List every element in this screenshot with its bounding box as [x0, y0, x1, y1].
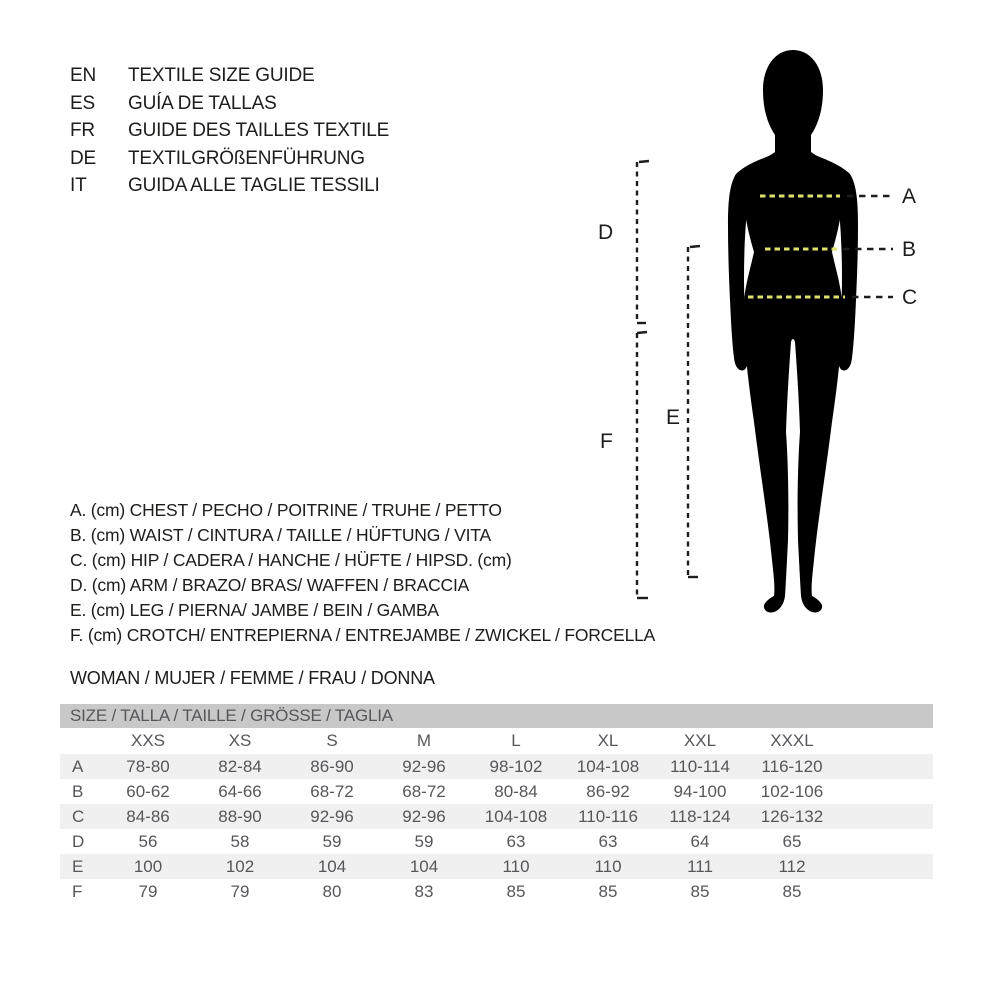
size-value-cell: 85	[690, 882, 710, 901]
language-row	[70, 145, 389, 173]
arm-measure-line	[637, 161, 649, 323]
arm-line-label: D	[598, 221, 614, 244]
size-value-cell: 104	[409, 857, 439, 876]
size-value-cell: 104-108	[484, 807, 548, 826]
size-column-header: XXL	[683, 731, 717, 750]
size-value-cell: 79	[230, 882, 250, 901]
size-value-cell: 85	[598, 882, 618, 901]
size-column-header: M	[416, 731, 432, 750]
language-code: DE	[70, 147, 96, 169]
language-code: IT	[70, 175, 87, 196]
size-value-cell: 98-102	[489, 757, 543, 776]
filler-cell	[838, 854, 933, 879]
measurement-definitions	[70, 498, 655, 648]
row-label: D	[72, 832, 85, 851]
language-row	[70, 172, 389, 200]
table-body	[60, 754, 933, 904]
size-value-cell: 56	[138, 832, 158, 851]
size-value-cell: 80	[322, 882, 342, 901]
size-value-cell: 104-108	[576, 757, 640, 776]
size-value-cell: 59	[322, 832, 342, 851]
table-row	[60, 854, 933, 879]
size-value-cell: 92-96	[310, 807, 354, 826]
language-code: FR	[70, 120, 95, 141]
row-label: C	[72, 807, 85, 826]
size-header-row	[60, 728, 933, 754]
size-value-cell: 111	[687, 857, 713, 876]
measurement-definition: D. (cm) ARM / BRAZO/ BRAS/ WAFFEN / BRACCIA	[70, 575, 470, 595]
filler-cell	[838, 754, 933, 779]
guide-title: TEXTILGRÖßENFÜHRUNG	[128, 147, 365, 169]
filler-cell	[838, 804, 933, 829]
guide-title: GUIDA ALLE TAGLIE TESSILI	[128, 175, 380, 196]
size-value-cell: 59	[414, 832, 434, 851]
woman-silhouette	[737, 50, 849, 613]
table-row	[60, 754, 933, 779]
size-column-header: XL	[597, 731, 619, 750]
size-value-cell: 126-132	[760, 807, 824, 826]
language-row	[70, 117, 389, 145]
size-value-cell: 110-116	[578, 807, 638, 826]
size-value-cell: 112	[778, 857, 806, 876]
size-value-cell: 118-124	[669, 807, 731, 826]
size-value-cell: 60-62	[126, 782, 170, 801]
language-code: ES	[70, 92, 95, 114]
crotch-line-label: F	[600, 430, 613, 453]
table-row	[60, 879, 933, 904]
guide-title: TEXTILE SIZE GUIDE	[128, 65, 315, 86]
audience-label: WOMAN / MUJER / FEMME / FRAU / DONNA	[70, 668, 435, 688]
size-value-cell: 58	[230, 832, 250, 851]
size-value-cell: 102-106	[760, 782, 824, 801]
size-value-cell: 92-96	[402, 757, 446, 776]
size-value-cell: 102	[225, 857, 255, 876]
size-value-cell: 86-90	[310, 757, 354, 776]
size-value-cell: 63	[598, 832, 618, 851]
waist-line-label: B	[902, 238, 917, 261]
leg-measure-line	[688, 246, 700, 577]
size-value-cell: 94-100	[673, 782, 727, 801]
size-value-cell: 79	[138, 882, 158, 901]
filler-cell	[838, 779, 933, 804]
size-value-cell: 65	[782, 832, 802, 851]
size-value-cell: 68-72	[402, 782, 446, 801]
language-row	[70, 62, 389, 90]
table-row	[60, 804, 933, 829]
table-row	[60, 779, 933, 804]
size-column-header: L	[511, 731, 521, 750]
filler-cell	[838, 879, 933, 904]
size-column-header: XXXL	[770, 731, 814, 750]
size-table	[60, 704, 933, 904]
size-value-cell: 110-114	[670, 757, 730, 776]
size-value-cell: 83	[414, 882, 434, 901]
size-value-cell: 85	[782, 882, 802, 901]
filler-cell	[838, 728, 933, 754]
size-column-header: XS	[228, 731, 252, 750]
guide-title: GUIDE DES TAILLES TEXTILE	[128, 120, 390, 141]
size-value-cell: 80-84	[494, 782, 538, 801]
size-value-cell: 116-120	[761, 757, 823, 776]
leg-line-label: E	[666, 406, 681, 429]
size-value-cell: 82-84	[218, 757, 262, 776]
filler-cell	[838, 829, 933, 854]
size-value-cell: 68-72	[310, 782, 354, 801]
size-value-cell: 104	[317, 857, 347, 876]
row-label: F	[72, 882, 83, 901]
size-value-cell: 64	[690, 832, 710, 851]
corner-cell	[60, 728, 102, 754]
language-code: EN	[70, 65, 96, 86]
measurement-definition: E. (cm) LEG / PIERNA/ JAMBE / BEIN / GAMBA	[70, 600, 439, 620]
measurement-definition: B. (cm) WAIST / CINTURA / TAILLE / HÜFTUNG / VITA	[70, 525, 491, 545]
table-row	[60, 829, 933, 854]
chest-line-label: A	[902, 185, 917, 208]
size-value-cell: 110	[594, 857, 622, 876]
hip-line-label: C	[902, 286, 918, 309]
size-value-cell: 84-86	[126, 807, 170, 826]
row-label: A	[72, 757, 84, 776]
guide-title: GUÍA DE TALLAS	[128, 92, 277, 114]
size-table-header: SIZE / TALLA / TAILLE / GRÖSSE / TAGLIA	[60, 704, 933, 728]
row-label: E	[72, 857, 84, 876]
size-column-header: XXS	[130, 731, 166, 750]
size-value-cell: 86-92	[586, 782, 630, 801]
size-value-cell: 64-66	[218, 782, 262, 801]
size-value-cell: 85	[506, 882, 526, 901]
row-label: B	[72, 782, 84, 801]
size-value-cell: 92-96	[402, 807, 446, 826]
size-value-cell: 63	[506, 832, 526, 851]
measurement-definition: C. (cm) HIP / CADERA / HANCHE / HÜFTE / HIPSD. (cm)	[70, 550, 512, 570]
size-column-header: S	[326, 731, 338, 750]
language-title-list	[70, 62, 389, 200]
measurement-definition: F. (cm) CROTCH/ ENTREPIERNA / ENTREJAMBE / ZWICKEL / FORCELLA	[70, 625, 656, 645]
size-value-cell: 78-80	[126, 757, 170, 776]
size-value-cell: 110	[502, 857, 530, 876]
size-value-cell: 100	[133, 857, 163, 876]
language-row	[70, 90, 389, 118]
measurement-definition: A. (cm) CHEST / PECHO / POITRINE / TRUHE / PETTO	[70, 500, 502, 520]
size-value-cell: 88-90	[218, 807, 262, 826]
